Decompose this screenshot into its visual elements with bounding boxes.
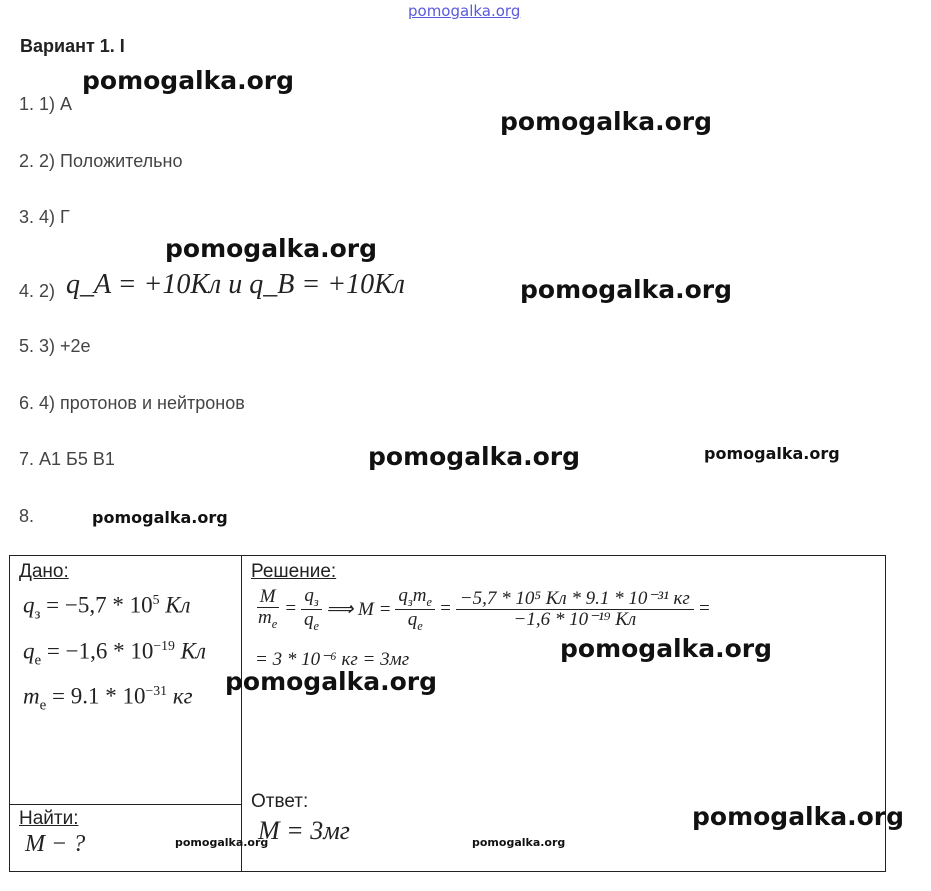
answer-4-formula: q_A = +10Кл и q_B = +10Кл <box>66 269 405 300</box>
answer-4 <box>19 269 405 305</box>
find-value: M − ? <box>25 831 86 857</box>
table-divider-horizontal <box>10 804 241 805</box>
watermark: pomogalka.org <box>165 234 378 263</box>
answer-5: 5. 3) +2e <box>19 336 91 356</box>
solution-formula: $\frac{M}{m_e}$ = $\frac{q_з}{q_e}$ ⟹ M = $\frac{q_зm_e}{q_e}$ = $\frac{\text{−5,7 * 10⁵ Кл * 9.1 * 10⁻³¹ кг}}{\text{−1,6 * 10⁻¹⁹ Кл}}$ = <box>258 585 711 633</box>
given-label: Дано: <box>19 561 69 582</box>
variant-title: Вариант 1. I <box>20 36 125 56</box>
watermark: pomogalka.org <box>692 802 905 831</box>
answer-3: 3. 4) Г <box>19 207 70 227</box>
watermark: pomogalka.org <box>520 275 733 304</box>
watermark: pomogalka.org <box>225 667 438 696</box>
site-header-link[interactable]: pomogalka.org <box>408 2 521 20</box>
answer-8: 8. <box>19 506 35 526</box>
answer-value: M = 3мг <box>258 816 350 845</box>
given-row: $q_e = -1,6 * 10^{-19}$ Кл <box>23 638 206 669</box>
given-row: $q_з = -5,7 * 10^5$ Кл <box>23 592 191 623</box>
answer-2: 2. 2) Положительно <box>19 151 183 171</box>
watermark: pomogalka.org <box>82 66 295 95</box>
watermark: pomogalka.org <box>704 444 840 463</box>
watermark: pomogalka.org <box>175 836 269 849</box>
answer-7: 7. А1 Б5 В1 <box>19 449 115 469</box>
solution-result-line: = 3 * 10⁻⁶ кг = 3мг <box>255 649 410 670</box>
find-label: Найти: <box>19 808 79 829</box>
answer-1: 1. 1) А <box>19 94 73 114</box>
watermark: pomogalka.org <box>472 836 566 849</box>
answer-label: Ответ: <box>251 791 309 812</box>
answer-4-label: 4. 2) <box>19 281 56 301</box>
watermark: pomogalka.org <box>500 107 713 136</box>
answer-6: 6. 4) протонов и нейтронов <box>19 393 245 413</box>
given-row: $m_e = 9.1 * 10^{-31}$ кг <box>23 683 193 714</box>
watermark: pomogalka.org <box>368 442 581 471</box>
watermark: pomogalka.org <box>560 634 773 663</box>
watermark: pomogalka.org <box>92 508 228 527</box>
table-divider-vertical <box>241 556 242 871</box>
solution-label: Решение: <box>251 561 337 582</box>
